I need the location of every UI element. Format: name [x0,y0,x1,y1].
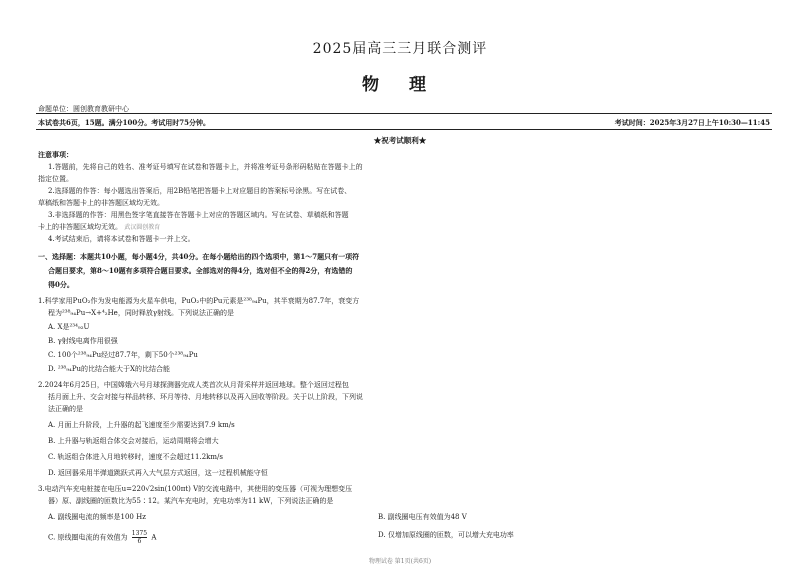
note-line: 4.考试结束后，请将本试卷和答题卡一并上交。 [48,235,195,243]
question-3-stem: 器）原、副线圈的匝数比为55∶12。某汽车充电时，充电功率为11 kW，下列说法正确的是 [48,497,334,505]
question-2-option-b: B. 上升器与轨返组合体交会对接后，运动周期将会增大 [48,437,219,445]
question-3-option-a: A. 副线圈电流的频率是100 Hz [48,513,146,521]
question-1-option-c: C. 100个²³⁸₉₄Pu经过87.7年，剩下50个²³⁸₉₄Pu [48,351,198,359]
note-line: 草稿纸和答题卡上的非答题区域均无效。 [38,199,164,207]
question-1-stem: 1.科学家用PuO₂作为发电能源为火星车供电，PuO₂中的Pu元素是²³⁸₉₄Pu，其半衰期为87.7年，衰变方 [38,297,360,305]
fraction [132,530,147,545]
question-2-stem: 2.2024年6月25日，中国嫦娥六号月球探测器完成人类首次从月背采样并返回地球。整个返回过程包 [38,381,349,389]
section-instruction: 得0分。 [48,280,74,289]
question-2-option-a: A. 月面上升阶段，上升器的起飞速度至少需要达到7.9 km/s [48,421,235,429]
question-3-stem: 3.电动汽车充电桩接在电压u=220√2sin(100πt) V的交流电路中，其使用的变压器（可视为理想变压 [38,485,353,493]
watermark: 武汉圆创教育 [124,224,161,231]
question-1-stem: 程为²³⁸₉₄Pu→X+⁴₂He，同时释放γ射线。下列说法正确的是 [48,309,235,317]
header-rule-bottom [36,129,772,130]
note-line: 卡上的非答题区域均无效。 武汉圆创教育 [38,223,161,231]
question-1-option-a: A. X是²³⁴₉₂U [48,323,90,331]
note-line: 1.答题前，先将自己的姓名、准考证号填写在试卷和答题卡上，并将准考证号条形码粘贴在答题卡上的 [48,163,363,171]
note-line: 2.选择题的作答：每小题选出答案后，用2B铅笔把答题卡上对应题目的答案标号涂黑。写在试卷、 [48,187,352,195]
header-rule-top [36,113,772,114]
subject-title: 物 理 [362,75,438,95]
fraction-numerator: 1375 [131,530,148,537]
section-instruction: 合题目要求，第8～10题有多项符合题目要求。全部选对的得4分，选对但不全的得2分，有选错的 [48,266,353,275]
question-2-option-d: D. 返回器采用半弹道跳跃式再入大气层方式返回，这一过程机械能守恒 [48,469,268,477]
page-footer: 物理试卷 第1页(共6页) [368,558,432,565]
good-luck-banner: ★祝考试顺利★ [373,136,427,145]
note-line: 指定位置。 [38,175,73,183]
question-3-option-c: C. 原线圈电流的有效值为 $\frac{1375}{6}$ A [48,530,157,545]
question-3-option-d: D. 仅增加原线圈的匝数，可以增大充电功率 [378,531,514,539]
notes-heading: 注意事项： [38,150,73,159]
fraction-unit: A [151,533,157,542]
section-instruction: 一、选择题：本题共10小题，每小题4分，共40分。在每小题给出的四个选项中，第1～7题只有一项符 [38,252,360,261]
question-1-option-d: D. ²³⁸₉₄Pu的比结合能大于X的比结合能 [48,365,171,373]
question-2-stem: 括月面上升、交会对接与样品转移、环月等待、月地转移以及再入回收等阶段。关于以上阶段，下列说 [48,393,363,401]
question-3-option-b: B. 副线圈电压有效值为48 V [378,513,467,521]
fraction-denominator: 6 [137,538,142,545]
exam-info-right: 考试时间：2025年3月27日上午10:30—11:45 [614,118,770,127]
question-2-stem: 法正确的是 [48,405,83,413]
exam-title: 2025届高三三月联合测评 [312,41,488,57]
setter-unit: 命题单位：圆创教育教研中心 [38,105,129,113]
question-1-option-b: B. γ射线电离作用很强 [48,337,118,345]
exam-info-left: 本试卷共6页，15题。满分100分。考试用时75分钟。 [38,118,210,127]
note-line: 3.非选择题的作答：用黑色签字笔直接答在答题卡上对应的答题区域内。写在试卷、草稿纸和答题 [48,211,349,219]
question-2-option-c: C. 轨返组合体进入月地转移时，速度不会超过11.2km/s [48,453,223,461]
